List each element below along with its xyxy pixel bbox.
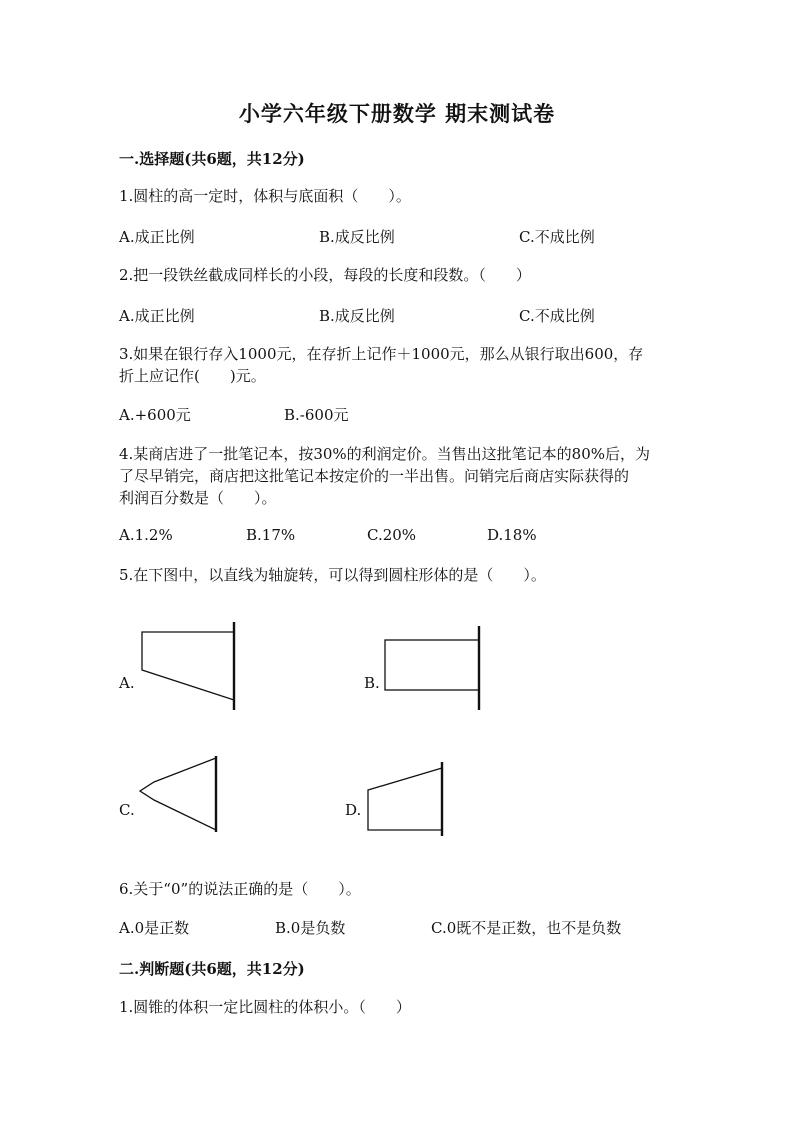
figure-a-trapezoid <box>130 618 250 713</box>
question-2-option-c: C.不成比例 <box>519 307 595 325</box>
question-1-option-c: C.不成比例 <box>519 228 595 246</box>
figure-d-label: D. <box>345 801 362 819</box>
figure-c-shape <box>140 758 216 830</box>
figure-a-label: A. <box>119 674 135 692</box>
question-4-text-line-3: 利润百分数是（ ）。 <box>119 489 277 507</box>
question-4-text-line-2: 了尽早销完，商店把这批笔记本按定价的一半出售。问销完后商店实际获得的 <box>119 467 630 485</box>
question-6-option-a: A.0是正数 <box>119 919 190 937</box>
question-4-option-c: C.20% <box>367 526 417 544</box>
question-6-option-c: C.0既不是正数，也不是负数 <box>431 919 622 937</box>
question-4-option-a: A.1.2% <box>119 526 173 544</box>
question-5-text: 5.在下图中，以直线为轴旋转，可以得到圆柱形体的是（ ）。 <box>119 566 546 584</box>
question-1-option-b: B.成反比例 <box>319 228 395 246</box>
figure-b-rectangle <box>375 620 495 715</box>
question-4-option-d: D.18% <box>487 526 537 544</box>
figure-c-label: C. <box>119 801 135 819</box>
section-heading-choice: 一.选择题(共6题，共12分) <box>119 150 305 168</box>
figure-d-shape <box>368 768 442 830</box>
question-4-option-b: B.17% <box>246 526 296 544</box>
question-1-text: 1.圆柱的高一定时，体积与底面积（ ）。 <box>119 187 411 205</box>
section-heading-judgement: 二.判断题(共6题，共12分) <box>119 960 305 978</box>
question-3-text-line-2: 折上应记作( )元。 <box>119 367 266 385</box>
question-3-option-b: B.-600元 <box>284 406 349 424</box>
figure-d-trapezoid <box>360 760 470 840</box>
judgement-question-1-text: 1.圆锥的体积一定比圆柱的体积小。（ ） <box>119 998 411 1016</box>
figure-a-shape <box>142 632 234 700</box>
question-3-option-a: A.+600元 <box>119 406 191 424</box>
page-title: 小学六年级下册数学 期末测试卷 <box>238 101 556 126</box>
figure-b-label: B. <box>364 674 380 692</box>
question-3-text-line-1: 3.如果在银行存入1000元，在存折上记作＋1000元，那么从银行取出600，存 <box>119 345 644 363</box>
question-6-text: 6.关于“0”的说法正确的是（ ）。 <box>119 880 361 898</box>
question-2-text: 2.把一段铁丝截成同样长的小段，每段的长度和段数。（ ） <box>119 266 531 284</box>
question-2-option-a: A.成正比例 <box>119 307 195 325</box>
question-6-option-b: B.0是负数 <box>275 919 346 937</box>
question-2-option-b: B.成反比例 <box>319 307 395 325</box>
question-1-option-a: A.成正比例 <box>119 228 195 246</box>
figure-c-trapezoid <box>130 752 240 842</box>
question-4-text-line-1: 4.某商店进了一批笔记本，按30%的利润定价。当售出这批笔记本的80%后，为 <box>119 445 650 463</box>
figure-b-shape <box>385 640 479 690</box>
